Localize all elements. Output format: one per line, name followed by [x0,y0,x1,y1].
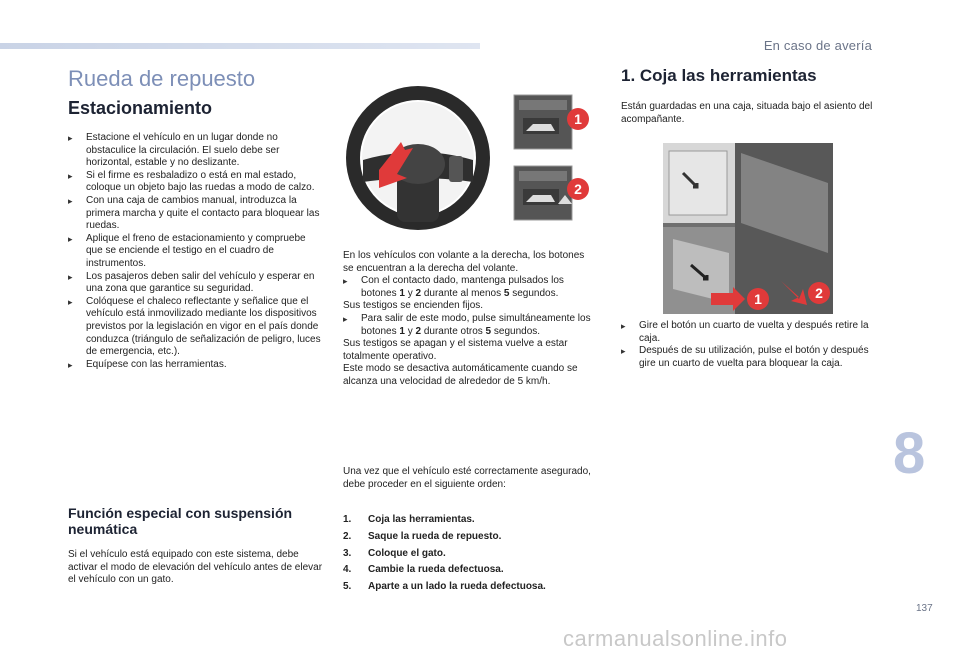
pointer-icon: ▸ [68,296,73,307]
tools-text: Están guardadas en una caja, situada bajo el asiento del acompañante. [621,101,873,125]
rhd-block: En los vehículos con volante a la derecha, los botones se encuentran a la derecha del volante. ▸ Con el contacto dado, mantenga pulsados los botones 1 y 2 durante al menos 5 segundos. Sus testigos se encienden fijos. ▸ Para salir de este modo, pulse simultáneamente los botones 1 y 2 durante otros 5 segundos. Sus testigos se apagan y el sistema vuelve a estar totalmente operativo. Este modo se desactiva automáticamente cuando se alcanza una velocidad de alrededor de 5 km/h. [343,250,593,389]
steering-wheel-illustration [343,78,598,236]
parking-heading: Estacionamiento [68,98,213,118]
list-item: 4. Cambie la rueda defectuosa. [343,564,504,576]
pointer-icon: ▸ [68,233,73,244]
list-item: ▸ Estacione el vehículo en un lugar donde no obstaculice la circulación. El suelo debe ser horizontal, estable y no deslizante. [68,132,280,169]
list-item: ▸ Equípese con las herramientas. [68,358,227,370]
list-item: 2. Saque la rueda de repuesto. [343,530,502,542]
list-item: 1. Coja las herramientas. [343,514,475,525]
list-item: ▸ Después de su utilización, pulse el botón y después gire un cuarto de vuelta para bloquear la caja. [621,345,869,369]
list-item: ▸ Colóquese el chaleco reflectante y señalice que el vehículo está inmovilizado mediante los dispositivos previstos por la legislación en vigor en el país donde conduzca (triángulo de señalización de peligro, luces de emergencia, etc.). [68,295,321,358]
pointer-icon: ▸ [68,133,73,143]
watermark: carmanualsonline.info [563,626,788,651]
steps-list [343,514,593,598]
callout-2-label: 2 [574,181,582,197]
special-heading: Función especial con suspensión neumática [68,505,293,537]
order-intro: Una vez que el vehículo esté correctamente asegurado, debe proceder en el siguiente orden: [343,466,591,490]
chapter-number: 8 [893,421,926,486]
header-bar [0,43,480,49]
callout-1-label: 1 [574,111,582,127]
list-item: ▸ Con una caja de cambios manual, introduzca la primera marcha y quite el contacto para bloquear las ruedas. [68,194,320,232]
list-item: 3. Coloque el gato. [343,547,446,559]
list-item: ▸ Si el firme es resbaladizo o está en mal estado, coloque un objeto bajo las ruedas a modo de calzo. [68,169,315,194]
list-item: ▸ Con el contacto dado, mantenga pulsados los botones 1 y 2 durante al menos 5 segundos. [343,275,564,299]
list-item: ▸ Gire el botón un cuarto de vuelta y después retire la caja. [621,320,869,344]
special-text: Si el vehículo está equipado con este sistema, debe activar el modo de elevación del vehículo antes de elevar el vehículo con un gato. [68,549,323,586]
pointer-icon: ▸ [343,313,348,324]
tools-list [621,320,881,370]
pointer-icon: ▸ [621,346,626,357]
pointer-icon: ▸ [343,276,348,287]
callout-1-label: 1 [754,291,762,307]
list-item: ▸ Para salir de este modo, pulse simultáneamente los botones 1 y 2 durante otros 5 segundos. [343,312,591,337]
callout-2-label: 2 [815,285,823,301]
page-number: 137 [916,603,933,614]
page-title: Rueda de repuesto [68,66,256,91]
pointer-icon: ▸ [68,271,73,282]
parking-list [68,132,324,371]
pointer-icon: ▸ [68,359,73,370]
toolbox-illustration [663,143,833,314]
pointer-icon: ▸ [621,321,626,331]
list-item: ▸ Aplique el freno de estacionamiento y compruebe que se enciende el testigo en el cuadro de instrumentos. [68,232,306,269]
pointer-icon: ▸ [68,195,73,206]
list-item: ▸ Los pasajeros deben salir del vehículo y esperar en una zona que garantice su seguridad. [68,270,315,295]
tools-heading: 1. Coja las herramientas [621,66,817,85]
section-title: En caso de avería [763,38,872,53]
list-item: 5. Aparte a un lado la rueda defectuosa. [343,581,546,593]
pointer-icon: ▸ [68,170,73,181]
